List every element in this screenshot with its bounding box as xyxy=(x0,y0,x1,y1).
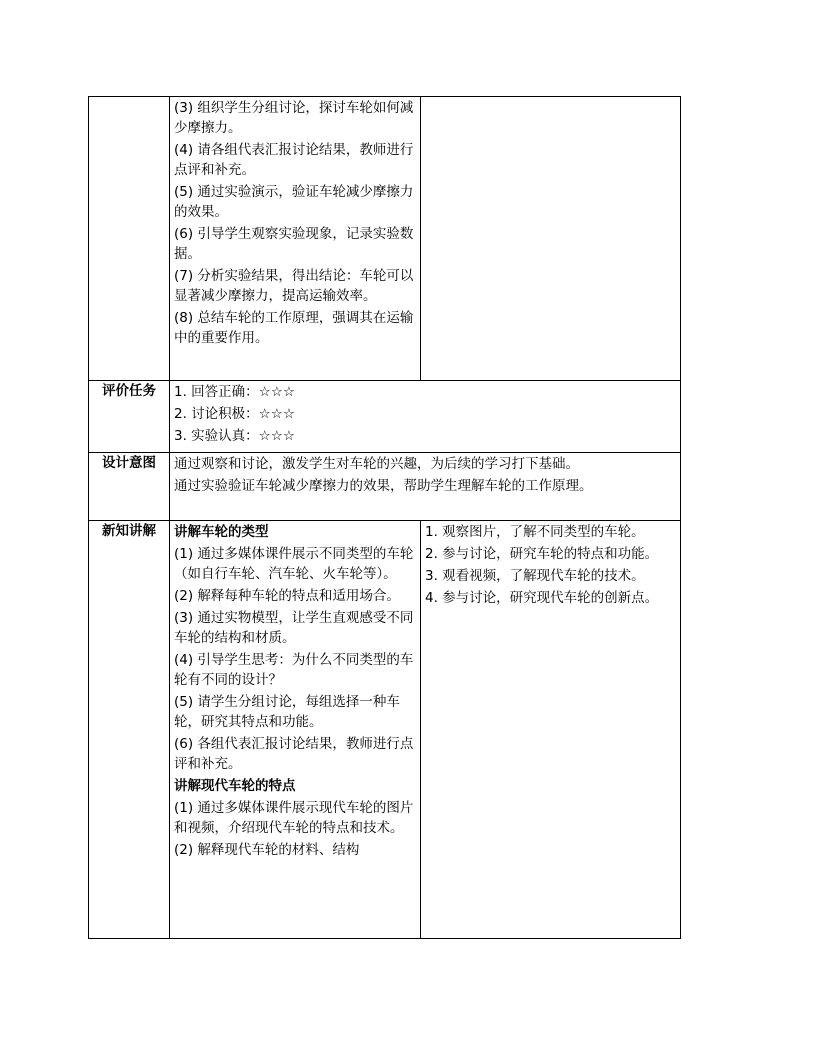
process-student-cell xyxy=(421,97,681,381)
step-item: (5) 通过实验演示，验证车轮减少摩擦力的效果。 xyxy=(174,184,414,220)
evaluation-items-cell xyxy=(170,381,681,453)
lesson-plan-table xyxy=(88,96,681,939)
process-label xyxy=(89,97,170,381)
step-item: (5) 请学生分组讨论，每组选择一种车轮，研究其特点和功能。 xyxy=(174,694,400,730)
student-activity: 4. 参与讨论，研究现代车轮的创新点。 xyxy=(425,590,659,606)
evaluation-item: 1. 回答正确：☆☆☆ xyxy=(174,384,295,400)
step-item: (4) 请各组代表汇报讨论结果，教师进行点评和补充。 xyxy=(174,142,414,178)
student-activity: 2. 参与讨论，研究车轮的特点和功能。 xyxy=(425,546,659,562)
design-intent-cell xyxy=(170,453,681,521)
evaluation-item: 2. 讨论积极：☆☆☆ xyxy=(174,406,295,422)
design-intent-label: 设计意图 xyxy=(89,453,170,521)
new-knowledge-teacher-cell xyxy=(170,521,421,939)
step-item: (3) 通过实物模型，让学生直观感受不同车轮的结构和材质。 xyxy=(174,610,414,646)
evaluation-label: 评价任务 xyxy=(89,381,170,453)
step-item: (1) 通过多媒体课件展示现代车轮的图片和视频，介绍现代车轮的特点和技术。 xyxy=(174,800,414,836)
step-item: (6) 各组代表汇报讨论结果，教师进行点评和补充。 xyxy=(174,736,414,772)
new-knowledge-label: 新知讲解 xyxy=(89,521,170,939)
step-item: (1) 通过多媒体课件展示不同类型的车轮（如自行车轮、汽车轮、火车轮等）。 xyxy=(174,546,414,582)
evaluation-row xyxy=(89,381,681,453)
design-intent-row xyxy=(89,453,681,521)
step-item: (4) 引导学生思考：为什么不同类型的车轮有不同的设计？ xyxy=(174,652,414,688)
student-activity: 1. 观察图片，了解不同类型的车轮。 xyxy=(425,524,645,540)
step-item: (6) 引导学生观察实验现象，记录实验数据。 xyxy=(174,226,414,262)
new-knowledge-row xyxy=(89,521,681,939)
student-activity: 3. 观看视频，了解现代车轮的技术。 xyxy=(425,568,645,584)
step-item: (2) 解释现代车轮的材料、结构 xyxy=(174,842,360,858)
section-heading: 讲解车轮的类型 xyxy=(174,524,269,540)
design-intent-line: 通过观察和讨论，激发学生对车轮的兴趣，为后续的学习打下基础。 xyxy=(174,456,579,472)
process-steps-cell xyxy=(170,97,421,381)
process-row xyxy=(89,97,681,381)
section-heading: 讲解现代车轮的特点 xyxy=(174,778,296,794)
new-knowledge-student-cell xyxy=(421,521,681,939)
design-intent-line: 通过实验验证车轮减少摩擦力的效果，帮助学生理解车轮的工作原理。 xyxy=(174,478,593,494)
step-item: (2) 解释每种车轮的特点和适用场合。 xyxy=(174,588,400,604)
step-item: (8) 总结车轮的工作原理，强调其在运输中的重要作用。 xyxy=(174,310,414,346)
step-item: (3) 组织学生分组讨论，探讨车轮如何减少摩擦力。 xyxy=(174,100,414,136)
step-item: (7) 分析实验结果，得出结论：车轮可以显著减少摩擦力，提高运输效率。 xyxy=(174,268,414,304)
evaluation-item: 3. 实验认真：☆☆☆ xyxy=(174,428,295,444)
